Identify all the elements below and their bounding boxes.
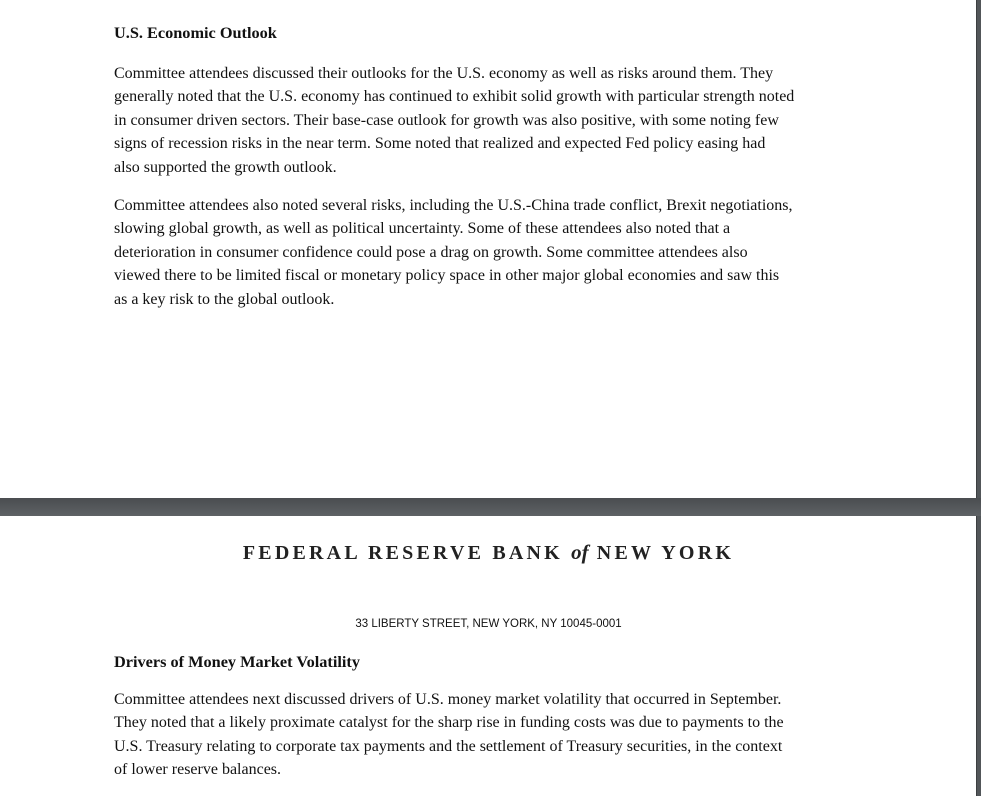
- paragraph-money-market-1: [114, 688, 874, 782]
- text-line: slowing global growth, as well as political uncertainty. Some of these attendees also noted that a: [114, 220, 731, 238]
- bank-name-part: NEW YORK: [588, 542, 735, 564]
- text-line: as a key risk to the global outlook.: [114, 290, 335, 308]
- bank-name-part: FEDERAL RESERVE BANK: [242, 542, 572, 564]
- text-line: U.S. Treasury relating to corporate tax payments and the settlement of Treasury securities, in the context: [114, 737, 783, 755]
- document-page-2: [0, 516, 977, 796]
- text-line: Committee attendees discussed their outlooks for the U.S. economy as well as risks around them. They: [114, 65, 774, 82]
- text-line: also supported the growth outlook.: [114, 158, 337, 176]
- paragraph-economic-outlook-1: [114, 62, 874, 179]
- text-line: signs of recession risks in the near term. Some noted that realized and expected Fed policy easing had: [114, 135, 766, 153]
- text-line: of lower reserve balances.: [114, 761, 282, 779]
- page-separator: [0, 498, 981, 516]
- paragraph-economic-outlook-2: [114, 194, 874, 311]
- text-line: Committee attendees next discussed drivers of U.S. money market volatility that occurred in September.: [114, 691, 782, 708]
- text-line: in consumer driven sectors. Their base-case outlook for growth was also positive, with some noting few: [114, 111, 779, 129]
- section-heading-money-market: Drivers of Money Market Volatility: [114, 652, 360, 671]
- letterhead-bank-name: [0, 540, 977, 565]
- section-heading-economic-outlook: U.S. Economic Outlook: [114, 23, 277, 42]
- text-line: viewed there to be limited fiscal or monetary policy space in other major global economies and saw this: [114, 267, 780, 285]
- text-line: generally noted that the U.S. economy has continued to exhibit solid growth with particular strength noted: [114, 88, 795, 106]
- bank-name-of: of: [571, 540, 589, 564]
- letterhead-address: 33 LIBERTY STREET, NEW YORK, NY 10045-0001: [355, 618, 622, 630]
- text-line: deterioration in consumer confidence could pose a drag on growth. Some committee attendees also: [114, 243, 748, 261]
- text-line: They noted that a likely proximate catalyst for the sharp rise in funding costs was due to payments to the: [114, 714, 784, 732]
- text-line: Committee attendees also noted several risks, including the U.S.-China trade conflict, Brexit negotiations,: [114, 197, 793, 214]
